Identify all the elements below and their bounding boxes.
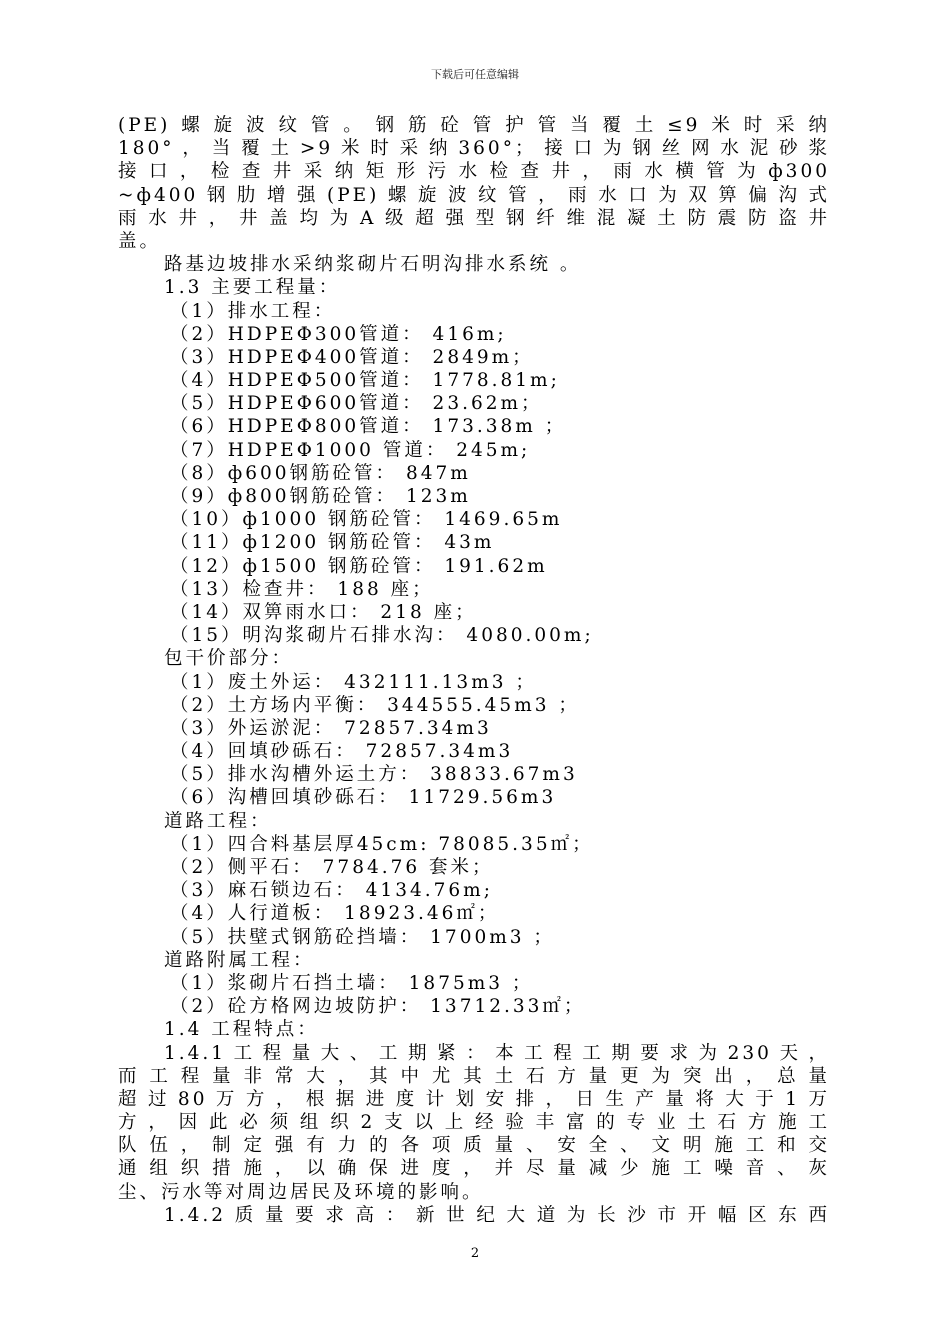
text-line: （1）浆砌片石挡土墙： 1875m3 ；	[170, 972, 534, 994]
text-line: （5）排水沟槽外运土方： 38833.67m3	[170, 764, 578, 786]
text-line: 道路工程：	[164, 810, 272, 832]
text-line: （2）土方场内平衡： 344555.45m3 ；	[170, 694, 580, 716]
text-line: 尘、污水等对周边居民及环境的影响。	[118, 1181, 484, 1203]
text-line: 队伍，制定强有力的各项质量、安全、文明施工和交	[118, 1135, 830, 1157]
text-line: （2）HDPEΦ300管道： 416m;	[170, 323, 507, 345]
text-line: 而工程量非常大，其中尤其土石方量更为突出，总量	[118, 1065, 830, 1087]
text-line: （6）HDPEΦ800管道： 173.38m ；	[170, 416, 567, 438]
text-line: 1.4.2质量要求高：新世纪大道为长沙市开幅区东西	[164, 1204, 830, 1226]
text-line: （11）ф1200 钢筋砼管： 43m	[170, 532, 495, 554]
text-line: 180°，当覆土>9米时采纳360°；接口为钢丝网水泥砂浆	[118, 138, 830, 160]
page-number: 2	[470, 1246, 480, 1261]
text-line: (PE)螺旋波纹管。钢筋砼管护管当覆土≤9米时采纳	[118, 115, 830, 136]
text-line: 1.3 主要工程量：	[164, 277, 341, 299]
text-line: （3）外运淤泥： 72857.34m3	[170, 717, 492, 739]
text-line: 路基边坡排水采纳浆砌片石明沟排水系统 。	[164, 254, 582, 276]
text-line: （1）废土外运： 432111.13m3 ；	[170, 671, 537, 693]
page-header: 下载后可任意编辑	[431, 68, 519, 81]
text-line: （1）排水工程：	[170, 300, 336, 322]
text-line: （4）HDPEΦ500管道： 1778.81m;	[170, 370, 560, 392]
text-line: 超过80万方，根据进度计划安排，日生产量将大于1万	[118, 1088, 830, 1110]
text-line: （7）HDPEΦ1000 管道： 245m;	[170, 439, 531, 461]
text-line: （4）人行道板： 18923.46㎡；	[170, 903, 500, 925]
text-line: 盖。	[118, 230, 162, 252]
text-line: 包干价部分：	[164, 648, 294, 670]
text-line: （5）HDPEΦ600管道： 23.62m；	[170, 393, 543, 415]
text-line: 道路附属工程：	[164, 949, 315, 971]
text-line: （14）双箅雨水口： 218 座；	[170, 601, 477, 623]
text-line: ~ф400钢肋增强(PE)螺旋波纹管，雨水口为双箅偏沟式	[118, 184, 830, 206]
text-line: （8）ф600钢筋砼管： 847m	[170, 462, 471, 484]
text-line: （5）扶壁式钢筋砼挡墙： 1700m3 ；	[170, 926, 555, 948]
body-text	[118, 114, 830, 1227]
text-line: （15）明沟浆砌片石排水沟： 4080.00m;	[170, 625, 594, 647]
text-line: （4）回填砂砾石： 72857.34m3	[170, 741, 514, 763]
text-line: （9）ф800钢筋砼管： 123m	[170, 486, 471, 507]
text-line: （1）四合料基层厚45cm: 78085.35㎡；	[170, 833, 594, 855]
text-line: 1.4.1工程量大、工期紧：本工程工期要求为230天，	[164, 1042, 830, 1064]
text-line: 方，因此必须组织2支以上经验丰富的专业土石方施工	[118, 1112, 830, 1134]
text-line: 1.4 工程特点：	[164, 1019, 319, 1041]
text-line: （3）麻石锁边石： 4134.76m;	[170, 880, 493, 902]
text-line: 接口，检查井采纳矩形污水检查井，雨水横管为ф300	[118, 161, 830, 183]
text-line: （13）检查井： 188 座；	[170, 578, 434, 600]
text-line: （2）侧平石： 7784.76 套米；	[170, 857, 494, 878]
text-line: （10）ф1000 钢筋砼管： 1469.65m	[170, 509, 563, 531]
text-line: （3）HDPEΦ400管道： 2849m；	[170, 346, 534, 368]
text-line: 通组织措施，以确保进度，并尽量减少施工噪音、灰	[118, 1158, 830, 1180]
text-line: （6）沟槽回填砂砾石： 11729.56m3	[170, 787, 557, 809]
text-line: 雨水井，井盖均为A级超强型钢纤维混凝土防震防盗井	[118, 207, 830, 229]
text-line: （12）ф1500 钢筋砼管： 191.62m	[170, 555, 548, 577]
text-line: （2）砼方格网边坡防护： 13712.33㎡；	[170, 996, 586, 1018]
